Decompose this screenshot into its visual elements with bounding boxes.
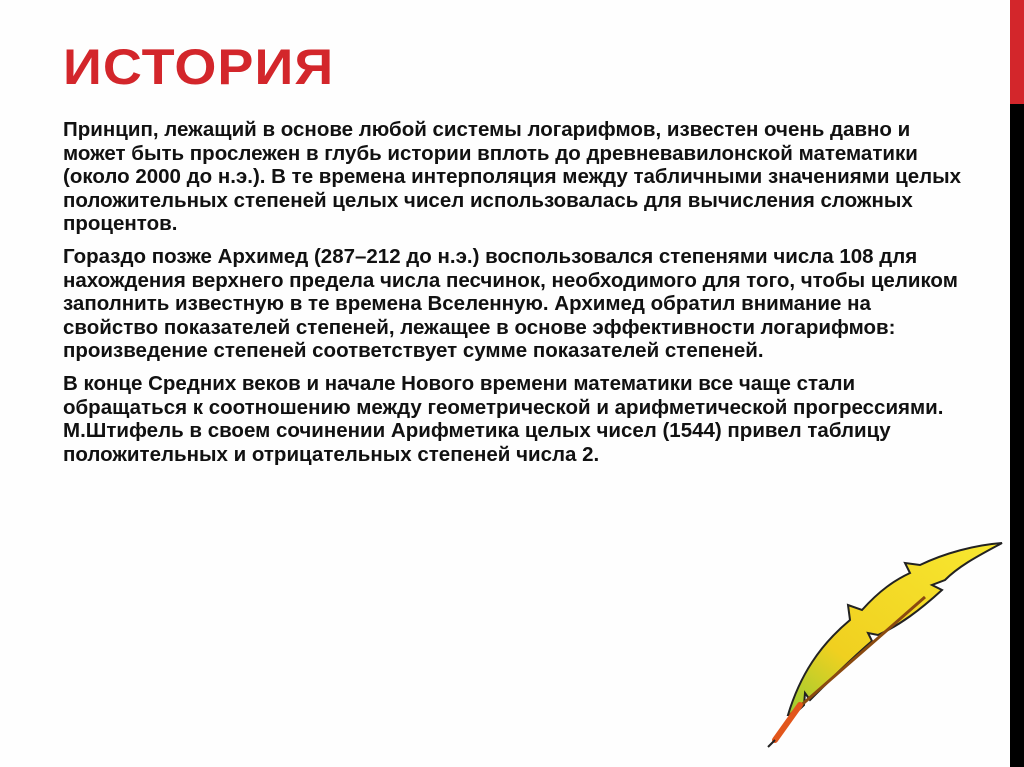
paragraph-3: В конце Средних веков и начале Нового времени математики все чаще стали обращаться к соотношению между геометрической и арифметической прогрессиями. М.Штифель в своем сочинении Арифметика целых чисел (1544) привел таблицу положительных и отрицательных степеней числа 2. xyxy=(63,371,944,466)
slide-body xyxy=(63,118,963,475)
slide-title: ИСТОРИЯ xyxy=(63,39,335,95)
feather-quill-icon xyxy=(760,535,1010,750)
paragraph-2: Гораздо позже Архимед (287–212 до н.э.) воспользовался степенями числа 108 для нахождения верхнего предела числа песчинок, необходимого для того, чтобы целиком заполнить известную в те времена Вселенную. Архимед обратил внимание на свойство показателей степеней, лежащее в основе эффективности логарифмов: произведение степеней соответствует сумме показателей степеней. xyxy=(63,244,958,363)
paragraph-1: Принцип, лежащий в основе любой системы логарифмов, известен очень давно и может быть прослежен в глубь истории вплоть до древневавилонской математики (около 2000 до н.э.). В те времена интерполяция между табличными значениями целых положительных степеней целых чисел использовалась для вычисления сложных процентов. xyxy=(63,118,962,236)
accent-bar-black xyxy=(1010,104,1024,767)
accent-bar-red xyxy=(1010,0,1024,104)
